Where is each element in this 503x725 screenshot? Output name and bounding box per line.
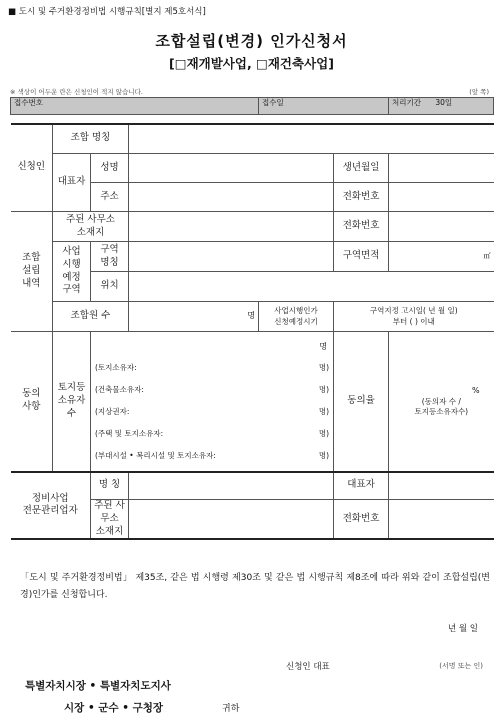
consent-section-label: 동의 사항 xyxy=(11,332,53,472)
zone-name-field[interactable] xyxy=(129,242,334,272)
office-address-label: 주된 사무소 소재지 xyxy=(53,212,129,242)
recipient-suffix: 귀하 xyxy=(222,704,240,714)
office-address-field[interactable] xyxy=(129,212,334,242)
location-label: 위치 xyxy=(91,272,129,302)
owners-count-label: 토지등 소유자 수 xyxy=(53,332,91,472)
form-subtitle: [□재개발사업, □재건축사업] xyxy=(169,56,334,71)
rate-note: (동의자 수 / 토지등소유자수) xyxy=(414,396,469,416)
members-field[interactable] xyxy=(129,302,259,332)
application-form-table xyxy=(10,97,494,540)
manager-office-label: 주된 사무소 소재지 xyxy=(91,500,129,540)
owner-row-label: (부대시설 • 복리시설 및 토지소유자: xyxy=(95,450,216,460)
consent-rate-field[interactable] xyxy=(389,332,494,472)
owner-row xyxy=(91,401,333,423)
recipient-line-1: 특별자치시장 • 특별자치도지사 xyxy=(25,680,171,692)
owner-row-unit: 명) xyxy=(318,428,330,438)
owner-row xyxy=(91,357,333,379)
schedule-label: 사업시행인가 신청예정시기 xyxy=(259,302,334,332)
owners-total-unit: 명 xyxy=(319,342,328,351)
manager-name-label: 명 칭 xyxy=(91,472,129,500)
applicant-phone-label: 전화번호 xyxy=(334,183,389,212)
union-phone-field[interactable] xyxy=(389,212,494,242)
project-area-label: 사업 시행 예정 구역 xyxy=(53,242,91,302)
owners-list xyxy=(91,353,333,467)
owner-row xyxy=(91,445,333,467)
date-line[interactable]: 년 월 일 xyxy=(447,624,478,634)
owner-row-unit: 명) xyxy=(318,406,330,416)
owner-row-unit: 명) xyxy=(318,362,330,372)
owners-breakdown[interactable] xyxy=(91,332,334,472)
zone-area-label: 구역면적 xyxy=(334,242,389,272)
union-phone-label: 전화번호 xyxy=(334,212,389,242)
owner-row-label: (주택 및 토지소유자: xyxy=(95,428,164,438)
manager-phone-field[interactable] xyxy=(389,500,494,540)
name-field[interactable] xyxy=(129,154,334,183)
manager-section-label: 정비사업 전문관리업자 xyxy=(11,472,91,540)
owner-row-unit: 명) xyxy=(318,450,330,460)
shading-note: ※ 색상이 어두운 란은 신청인이 적지 않습니다. xyxy=(10,88,143,96)
owner-row-label: (지상권자: xyxy=(95,406,130,416)
receipt-number-cell: 접수번호 xyxy=(11,98,259,115)
representative-label: 대표자 xyxy=(53,154,91,212)
page-side-note: (앞 쪽) xyxy=(469,88,489,96)
processing-period-cell: 처리기간 30일 xyxy=(389,98,494,115)
address-field[interactable] xyxy=(129,183,334,212)
manager-phone-label: 전화번호 xyxy=(334,500,389,540)
manager-name-field[interactable] xyxy=(129,472,334,500)
recipient-line-2: 시장 • 군수 • 구청장 xyxy=(64,702,164,714)
applicant-section-label: 신청인 xyxy=(11,124,53,212)
form-title: 조합설립(변경) 인가신청서 xyxy=(155,32,348,50)
rate-unit: % xyxy=(471,385,480,395)
manager-rep-label: 대표자 xyxy=(334,472,389,500)
members-label: 조합원 수 xyxy=(53,302,129,332)
owner-row xyxy=(91,423,333,445)
birth-field[interactable] xyxy=(389,154,494,183)
signature-label: 신청인 대표 xyxy=(286,662,330,672)
zone-name-label: 구역 명칭 xyxy=(91,242,129,272)
union-name-field[interactable] xyxy=(129,124,494,154)
members-unit: 명 xyxy=(247,311,256,321)
location-field[interactable] xyxy=(129,272,494,302)
union-name-label: 조합 명칭 xyxy=(53,124,129,154)
owner-row-label: (건축물소유자: xyxy=(95,384,144,394)
manager-rep-field[interactable] xyxy=(389,472,494,500)
receipt-bar xyxy=(11,98,494,115)
name-label: 성명 xyxy=(91,154,129,183)
consent-rate-label: 동의율 xyxy=(334,332,389,472)
declaration-text: 「도시 및 주거환경정비법」 제35조, 같은 법 시행령 제30조 및 같은 법 시행규칙 제8조에 따라 위와 같이 조합설립(변경)인가를 신청합니다. xyxy=(20,573,490,601)
zone-area-field[interactable] xyxy=(389,242,494,272)
area-unit: ㎡ xyxy=(483,251,491,260)
address-label: 주소 xyxy=(91,183,129,212)
form-reference: ■ 도시 및 주거환경정비법 시행규칙[별지 제5호서식] xyxy=(8,7,206,17)
owner-row xyxy=(91,379,333,401)
union-section-label: 조합 설립 내역 xyxy=(11,212,53,332)
designation-field[interactable]: 구역지정 고시일( 년 월 일) 부터 ( ) 이내 xyxy=(334,302,494,332)
birth-label: 생년월일 xyxy=(334,154,389,183)
owner-row-label: (토지소유자: xyxy=(95,362,137,372)
applicant-phone-field[interactable] xyxy=(389,183,494,212)
receipt-date-cell: 접수일 xyxy=(259,98,389,115)
owner-row-unit: 명) xyxy=(318,384,330,394)
signature-note[interactable]: (서명 또는 인) xyxy=(439,662,483,670)
manager-office-field[interactable] xyxy=(129,500,334,540)
